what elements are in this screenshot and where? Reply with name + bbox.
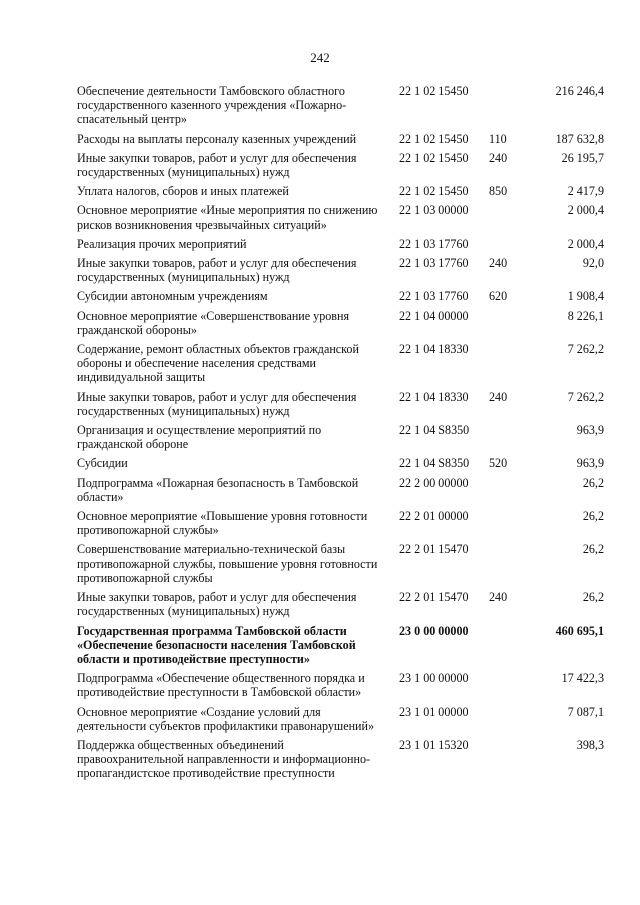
row-amount: 26,2 (582, 590, 604, 605)
row-name: Расходы на выплаты персоналу казенных учреждений (77, 131, 357, 146)
table-row (77, 542, 604, 590)
table-row (77, 423, 604, 456)
row-expense-type: 110 (489, 131, 507, 146)
row-amount: 26,2 (582, 509, 604, 524)
table-row (77, 476, 604, 509)
table-row (77, 509, 604, 542)
row-name: Основное мероприятие «Совершенствование уровня гражданской обороны» (77, 308, 350, 337)
row-code: 22 1 04 18330 (399, 389, 469, 404)
row-expense-type (489, 476, 527, 509)
row-amount: 216 246,4 (555, 84, 604, 98)
row-code: 22 2 00 00000 (399, 475, 469, 490)
row-amount: 8 226,1 (567, 308, 604, 323)
row-code: 23 1 00 00000 (399, 671, 469, 686)
row-code: 22 2 01 15470 (399, 590, 469, 605)
row-expense-type: 240 (489, 389, 508, 404)
row-expense-type (489, 342, 527, 390)
row-name: Основное мероприятие «Создание условий для деятельности субъектов профилактики правонарушений» (77, 704, 375, 733)
row-amount: 7 087,1 (567, 704, 604, 719)
row-name: Субсидии (77, 456, 128, 471)
row-name: Реализация прочих мероприятий (77, 236, 247, 251)
table-row (77, 184, 604, 203)
table-row (77, 289, 604, 308)
row-code: 22 1 02 15450 (399, 131, 469, 146)
row-name: Уплата налогов, сборов и иных платежей (77, 184, 289, 199)
row-code: 22 1 04 S8350 (399, 423, 470, 438)
row-code: 22 2 01 15470 (399, 542, 469, 557)
table-row (77, 705, 604, 738)
row-amount: 2 000,4 (567, 203, 604, 218)
table-row (77, 738, 604, 786)
row-name: Подпрограмма «Обеспечение общественного порядка и противодействие преступности в Тамбовской области» (77, 671, 365, 700)
row-amount: 963,9 (576, 423, 604, 438)
table-row (77, 342, 604, 390)
row-amount: 26,2 (582, 475, 604, 490)
table-row (77, 590, 604, 623)
budget-table (77, 84, 604, 786)
row-name: Иные закупки товаров, работ и услуг для обеспечения государственных (муниципальных) нужд (77, 150, 357, 180)
row-amount: 7 262,2 (567, 389, 604, 404)
row-amount: 17 422,3 (561, 671, 604, 686)
row-code: 22 1 04 00000 (399, 308, 469, 323)
row-code: 22 1 04 S8350 (399, 456, 470, 471)
row-name: Поддержка общественных объединений правоохранительной направленности и информационно-пропагандистское противодействие преступности (77, 737, 371, 781)
row-expense-type (489, 309, 527, 342)
row-amount: 2 000,4 (567, 236, 604, 251)
row-amount: 2 417,9 (567, 184, 604, 199)
row-expense-type: 620 (489, 289, 508, 304)
row-expense-type (489, 542, 527, 590)
table-row (77, 309, 604, 342)
row-code: 22 1 03 00000 (399, 203, 469, 218)
row-expense-type: 240 (489, 590, 508, 605)
row-code: 22 1 02 15450 (399, 84, 469, 98)
table-row (77, 237, 604, 256)
row-name: Организация и осуществление мероприятий по гражданской обороне (77, 423, 322, 452)
row-name: Иные закупки товаров, работ и услуг для обеспечения государственных (муниципальных) нужд (77, 256, 357, 285)
row-amount: 460 695,1 (555, 623, 604, 638)
row-code: 23 1 01 00000 (399, 704, 469, 719)
table-row (77, 390, 604, 423)
row-name: Подпрограмма «Пожарная безопасность в Тамбовской области» (77, 475, 359, 504)
row-name: Иные закупки товаров, работ и услуг для обеспечения государственных (муниципальных) нужд (77, 590, 357, 619)
row-expense-type (489, 705, 527, 738)
table-row (77, 624, 604, 672)
row-code: 23 1 01 15320 (399, 737, 469, 752)
table-row (77, 132, 604, 151)
budget-table-body (77, 84, 604, 786)
row-amount: 7 262,2 (567, 342, 604, 357)
row-name: Государственная программа Тамбовской области «Обеспечение безопасности населения Тамбовской области и противодействие преступности» (77, 623, 356, 666)
row-name: Содержание, ремонт областных объектов гражданской обороны и обеспечение населения средствами индивидуальной защиты (77, 342, 359, 385)
row-name: Основное мероприятие «Повышение уровня готовности противопожарной службы» (77, 509, 368, 538)
row-expense-type (489, 509, 527, 542)
page-number: 242 (310, 50, 330, 65)
row-name: Совершенствование материально-технической базы противопожарной службы, повышение уровня готовности противопожарной службы (77, 542, 378, 585)
row-expense-type: 520 (489, 456, 508, 471)
row-amount: 187 632,8 (555, 131, 604, 146)
row-name: Основное мероприятие «Иные мероприятия по снижению рисков возникновения чрезвычайных ситуаций» (77, 203, 378, 232)
row-code: 22 1 02 15450 (399, 184, 469, 199)
row-code: 22 1 02 15450 (399, 150, 469, 165)
row-code: 22 2 01 00000 (399, 509, 469, 524)
table-row (77, 84, 604, 132)
row-expense-type (489, 237, 527, 256)
row-name: Субсидии автономным учреждениям (77, 289, 268, 304)
row-code: 22 1 03 17760 (399, 256, 469, 271)
table-row (77, 671, 604, 704)
row-expense-type (489, 423, 527, 456)
row-code: 22 1 03 17760 (399, 289, 469, 304)
row-expense-type (489, 738, 527, 786)
row-code: 23 0 00 00000 (399, 623, 469, 638)
row-code: 22 1 04 18330 (399, 342, 469, 357)
row-expense-type: 240 (489, 256, 508, 271)
row-amount: 398,3 (576, 737, 604, 752)
row-expense-type: 240 (489, 150, 508, 165)
row-amount: 26 195,7 (561, 150, 604, 165)
row-name: Иные закупки товаров, работ и услуг для обеспечения государственных (муниципальных) нужд (77, 389, 357, 418)
row-expense-type: 850 (489, 184, 508, 199)
row-amount: 92,0 (582, 256, 604, 271)
table-row (77, 151, 604, 184)
row-name: Обеспечение деятельности Тамбовского областного государственного казенного учреждения «Пожарно-спасательный центр» (77, 84, 347, 127)
table-row (77, 256, 604, 289)
row-amount: 1 908,4 (567, 289, 604, 304)
row-expense-type (489, 203, 527, 236)
row-amount: 26,2 (582, 542, 604, 557)
row-expense-type (489, 624, 527, 672)
row-expense-type (489, 84, 527, 132)
row-expense-type (489, 671, 527, 704)
table-row (77, 456, 604, 475)
row-code: 22 1 03 17760 (399, 236, 469, 251)
table-row (77, 203, 604, 236)
row-amount: 963,9 (576, 456, 604, 471)
